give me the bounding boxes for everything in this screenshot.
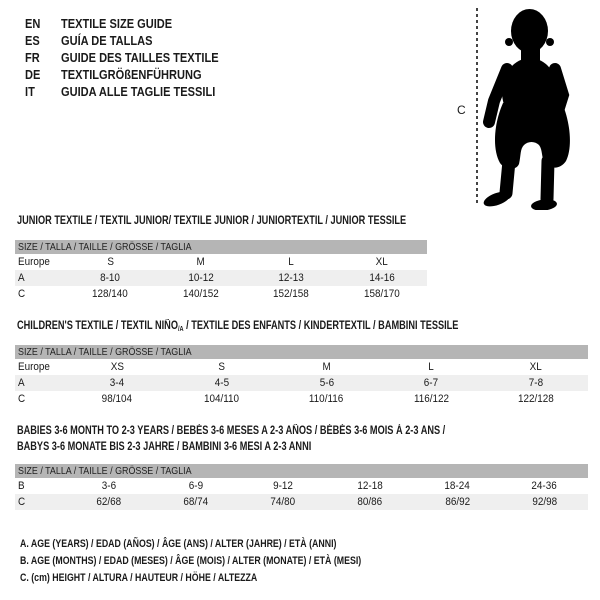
- footnote-height-cm: C. (cm) HEIGHT / ALTURA / HAUTEUR / HÖHE / ALTEZZA: [20, 571, 258, 584]
- size-cell: S: [218, 361, 226, 373]
- size-cell: 80/86: [357, 496, 383, 508]
- size-cell: 128/140: [92, 288, 129, 300]
- size-cell: 3-6: [101, 480, 116, 492]
- table-row: [15, 478, 588, 494]
- section-title-babies-line1: BABIES 3-6 MONTH TO 2-3 YEARS / BEBÉS 3-6 MESES A 2-3 AÑOS / BÉBÉS 3-6 MOIS À 2-3 ANS /: [17, 425, 446, 437]
- size-cell: 9-12: [273, 480, 293, 492]
- junior-size-table: [15, 240, 427, 302]
- size-cell: 62/68: [96, 496, 121, 508]
- language-row-it: [25, 83, 246, 100]
- size-cell: 74/80: [270, 496, 296, 508]
- table-row: [15, 270, 427, 286]
- table-row: [15, 359, 588, 375]
- size-cell: 8-10: [100, 272, 121, 284]
- language-code: DE: [25, 67, 41, 82]
- size-cell: M: [196, 256, 205, 268]
- children-size-table: [15, 345, 588, 407]
- size-cell: 12-13: [278, 272, 304, 284]
- size-cell: 5-6: [319, 377, 334, 389]
- table-row: [15, 254, 427, 270]
- size-cell: 12-18: [357, 480, 383, 492]
- height-measure-label: C: [457, 103, 466, 117]
- size-cell: 116/122: [413, 393, 449, 405]
- babies-size-table: [15, 464, 588, 510]
- footnote-list: [20, 535, 447, 586]
- size-cell: 104/110: [204, 393, 240, 405]
- size-cell: 6-7: [423, 377, 439, 389]
- language-code: IT: [25, 84, 35, 99]
- language-row-fr: [25, 49, 246, 66]
- size-cell: 98/104: [102, 393, 133, 405]
- size-cell: XS: [110, 361, 124, 373]
- size-cell: 110/116: [309, 393, 344, 405]
- size-cell: XL: [375, 256, 388, 268]
- size-cell: XL: [529, 361, 542, 373]
- size-header-bar: SIZE / TALLA / TAILLE / GRÖSSE / TAGLIA: [15, 464, 588, 478]
- size-header-bar: SIZE / TALLA / TAILLE / GRÖSSE / TAGLIA: [15, 345, 588, 359]
- language-title-list: [25, 15, 246, 100]
- row-label: Europe: [18, 361, 50, 373]
- size-cell: S: [106, 256, 114, 268]
- language-code: EN: [25, 16, 41, 31]
- table-row: [15, 494, 588, 510]
- size-cell: 3-4: [110, 377, 125, 389]
- section-title-children: CHILDREN'S TEXTILE / TEXTIL $NIÑO_{/A}$ / TEXTILE DES ENFANTS / KINDERTEXTIL / BAMBINI TESSILE: [17, 320, 459, 333]
- title-subscript: /A: [177, 326, 184, 333]
- row-label: A: [18, 377, 25, 389]
- size-cell: 7-8: [528, 377, 543, 389]
- footnote-age-years: A. AGE (YEARS) / EDAD (AÑOS) / ÂGE (ANS) / ALTER (JAHRE) / ETÀ (ANNI): [20, 537, 337, 550]
- size-cell: 6-9: [188, 480, 203, 492]
- row-label: C: [18, 288, 26, 300]
- table-row: [15, 391, 588, 407]
- language-title: GUIDA ALLE TAGLIE TESSILI: [61, 84, 216, 99]
- language-title: GUIDE DES TAILLES TEXTILE: [61, 50, 219, 65]
- table-row: [15, 286, 427, 302]
- language-code: FR: [25, 50, 40, 65]
- language-row-de: [25, 66, 246, 83]
- language-row-en: [25, 15, 246, 32]
- row-label: B: [18, 480, 25, 492]
- size-cell: 158/170: [363, 288, 400, 300]
- footnote-age-months: B. AGE (MONTHS) / EDAD (MESES) / ÂGE (MOIS) / ALTER (MONATE) / ETÀ (MESI): [20, 554, 362, 567]
- size-cell: 92/98: [532, 496, 557, 508]
- row-label: Europe: [18, 256, 50, 268]
- size-cell: 86/92: [444, 496, 470, 508]
- row-label: C: [18, 496, 26, 508]
- size-cell: L: [288, 256, 295, 268]
- size-cell: 24-36: [531, 480, 558, 492]
- size-cell: 140/152: [182, 288, 219, 300]
- language-title: TEXTILGRÖßENFÜHRUNG: [61, 67, 202, 82]
- size-cell: M: [322, 361, 331, 373]
- size-cell: 152/158: [273, 288, 310, 300]
- size-cell: 68/74: [183, 496, 209, 508]
- size-cell: 10-12: [188, 272, 214, 284]
- baby-silhouette-icon: [455, 5, 600, 210]
- size-header-bar: SIZE / TALLA / TAILLE / GRÖSSE / TAGLIA: [15, 240, 427, 254]
- language-title: TEXTILE SIZE GUIDE: [61, 16, 173, 31]
- language-row-es: [25, 32, 246, 49]
- size-cell: 18-24: [444, 480, 470, 492]
- size-cell: 122/128: [517, 393, 554, 405]
- section-title-babies-line2: BABYS 3-6 MONATE BIS 2-3 JAHRE / BAMBINI 3-6 MESI A 2-3 ANNI: [17, 441, 312, 453]
- row-label: C: [18, 393, 26, 405]
- language-title: GUÍA DE TALLAS: [61, 33, 153, 48]
- language-code: ES: [25, 33, 40, 48]
- size-cell: 14-16: [369, 272, 395, 284]
- size-cell: L: [428, 361, 434, 373]
- size-cell: 4-5: [214, 377, 230, 389]
- row-label: A: [18, 272, 25, 284]
- baby-silhouette-body: [482, 9, 570, 210]
- section-title-junior: JUNIOR TEXTILE / TEXTIL JUNIOR/ TEXTILE JUNIOR / JUNIORTEXTIL / JUNIOR TESSILE: [17, 215, 407, 227]
- table-row: [15, 375, 588, 391]
